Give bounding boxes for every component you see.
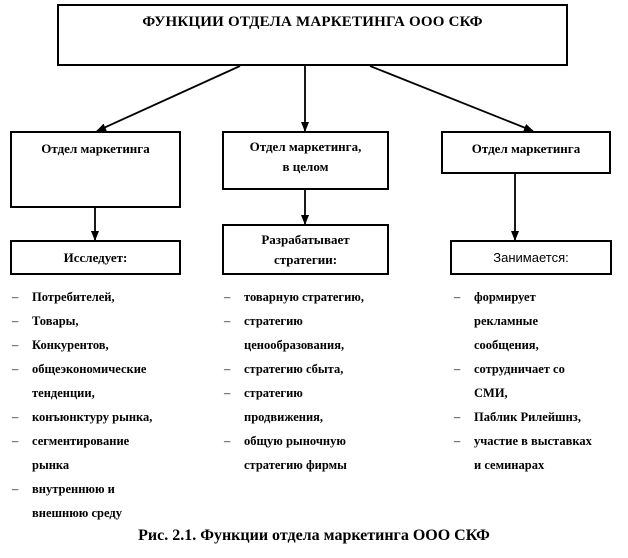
list-item: – общеэкономические тенденции, <box>12 362 147 400</box>
list-item: – стратегию продвижения, <box>224 386 324 424</box>
arrow-title-to-right <box>370 66 533 131</box>
list-item: – конъюнктуру рынка, <box>12 410 153 424</box>
list-item: – товарную стратегию, <box>224 290 364 304</box>
center-head-label: Отдел маркетинга, в целом <box>249 139 362 174</box>
right-sub-box <box>450 240 612 275</box>
left-head-label: Отдел маркетинга <box>41 141 150 156</box>
list-item: – участие в выставках и семинарах <box>454 434 592 472</box>
list-item: – Конкурентов, <box>12 338 109 352</box>
list-item: – общую рыночную стратегию фирмы <box>224 434 347 472</box>
left-head-box <box>10 131 181 208</box>
center-list <box>220 285 364 477</box>
right-head-box <box>441 131 611 174</box>
list-item: – стратегию ценообразования, <box>224 314 345 352</box>
right-sub-label: Занимается: <box>493 250 569 265</box>
right-list <box>450 285 592 477</box>
list-item: – Потребителей, <box>12 290 115 304</box>
list-item: – формирует рекламные сообщения, <box>454 290 539 352</box>
list-item: – Паблик Рилейшнз, <box>454 410 581 424</box>
list-item: – внутреннюю и внешнюю среду <box>12 482 122 520</box>
right-head-label: Отдел маркетинга <box>471 141 581 156</box>
diagram-title: ФУНКЦИИ ОТДЕЛА МАРКЕТИНГА ООО СКФ <box>142 14 483 30</box>
list-item: – стратегию сбыта, <box>224 362 344 376</box>
left-sub-box <box>10 240 181 275</box>
center-sub-box <box>222 224 389 275</box>
arrow-title-to-left <box>97 66 240 131</box>
list-item: – сотрудничает со СМИ, <box>454 362 565 400</box>
list-item: – Товары, <box>12 314 79 328</box>
left-sub-label: Исследует: <box>63 250 128 265</box>
center-sub-label: Разрабатывает стратегии: <box>261 232 350 267</box>
center-head-box <box>222 131 389 190</box>
left-list <box>8 285 152 525</box>
list-item: – сегментирование рынка <box>12 434 130 472</box>
figure-caption: Рис. 2.1. Функции отдела маркетинга ООО СКФ <box>138 527 490 544</box>
